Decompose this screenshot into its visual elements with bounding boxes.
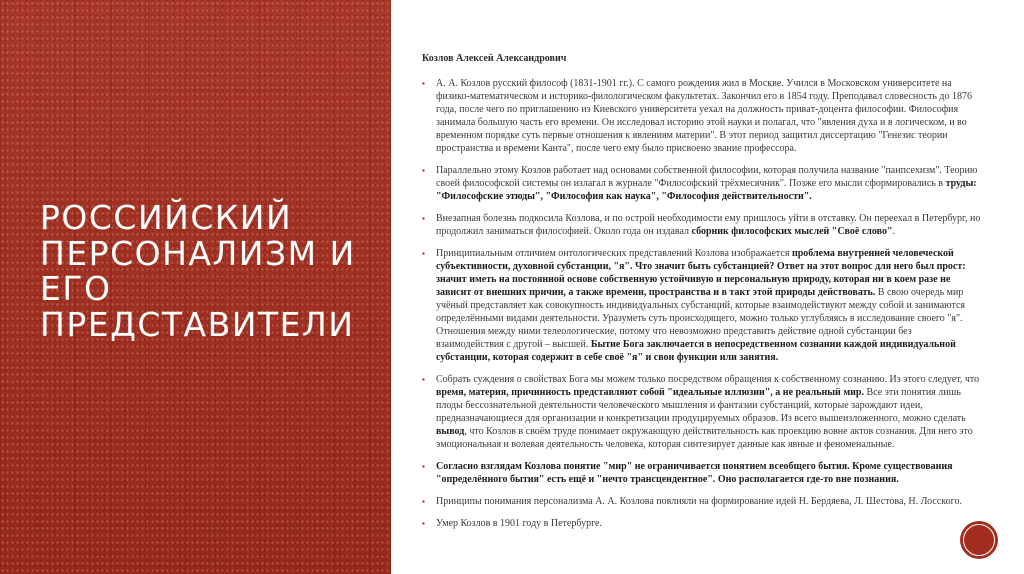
- slide-number-badge: [959, 520, 999, 560]
- slide-title-line: ПРЕДСТАВИТЕЛИ: [40, 304, 355, 344]
- paragraph-text: Принципы понимания персонализма А. А. Козлова повлияли на формирование идей Н. Бердяева, Л. Шестова, Н. Лосского.: [436, 496, 962, 507]
- paragraph-text: А. А. Козлов русский философ (1831-1901 гг.). С самого рождения жил в Москве. Учился в Московском университете на физико-математическом и историко-филологическом факультетах. Закончил его в 1854 году. Преподавал словесность до 1876 года, после чего по приглашению из Киевского университета уехал на должность привaт-доцента философии. Философия занимала большую часть его времени. Он исследовал историю этой науки и полагал, что "явления духа и в логическом, и во временном порядке суть первые отношения к явлениям материи". В этот период защитил диссертацию "Генезис теории пространства и времени Канта", после чего ему было присвоено звание профессора.: [436, 78, 972, 154]
- bullet-paragraph: [422, 164, 982, 203]
- paragraph-text: Умер Козлов в 1901 году в Петербурге.: [436, 518, 602, 529]
- slide-title-line: РОССИЙСКИЙ: [40, 198, 293, 237]
- slide-title-line: ЕГО: [40, 269, 112, 309]
- emphasis-text: Согласно взглядам Козлова понятие "мир" не ограничивается понятием всеобщего бытия. Кроме существования "определённого бытия" есть ещё и "нечто трансцендентное". Оно располагается где-то вне познания.: [436, 461, 953, 485]
- bullet-paragraph: [422, 212, 982, 238]
- paragraph-text: Принципиальным отличием онтологических представлений Козлова изображается: [436, 248, 792, 259]
- emphasis-text: проблема внутренней человеческой субъективности, духовной субстанции, "я". Что значит быть субстанцией? Ответ на этот вопрос для него был прост: значит иметь на постоянной основе собственную устойчивую и персональную природу, которая ни в коем разе не зависит от внешних причин, а также времени, пространства и в такт этой природы действовать.: [436, 248, 966, 298]
- square-bullet-icon: ▪: [422, 166, 425, 175]
- paragraph-list: [422, 77, 982, 530]
- square-bullet-icon: ▪: [422, 214, 425, 223]
- paragraph-text: Собрать суждения о свойствах Бога мы можем только посредством обращения к собственному сознанию. Из этого следует, что: [436, 374, 980, 385]
- slide-title-line: ПЕРСОНАЛИЗМ И: [40, 233, 356, 273]
- square-bullet-icon: ▪: [422, 497, 425, 506]
- square-bullet-icon: ▪: [422, 249, 425, 258]
- bullet-paragraph: [422, 77, 982, 155]
- emphasis-text: сборник философских мыслей "Своё слово": [691, 226, 893, 237]
- paragraph-text: , что Козлов в своём труде понимает окружающую действительность как проекцию вовне актов сознания. Для него это эмоциональная и волевая деятельность человека, которая синтезирует данные как явные и феноменальные.: [436, 426, 973, 450]
- paragraph-text: В свою очередь мир учёный представляет как совокупность индивидуальных субстанций, которые взаимодействуют между собой и занимаются определёнными видами деятельности. Уразуметь суть происходящего, можно только углубляясь в исследование своего "я". Отношения между ними телеологические, потому что невозможно представить действие одной субстанции без взаимодействия с другой – высшей.: [436, 287, 966, 350]
- person-heading: Козлов Алексей Александрович: [422, 53, 567, 64]
- square-bullet-icon: ▪: [422, 79, 425, 88]
- emphasis-text: вывод: [436, 426, 465, 437]
- square-bullet-icon: ▪: [422, 462, 425, 471]
- emphasis-text: время, материя, причинность представляют собой "идеальные иллюзии", а не реальный мир.: [436, 387, 864, 398]
- square-bullet-icon: ▪: [422, 375, 425, 384]
- paragraph-text: Внезапная болезнь подкосила Козлова, и по острой необходимости ему пришлось уйти в отставку. Он переехал в Петербург, но продолжил заниматься философией. Около года он издавал: [436, 213, 981, 237]
- square-bullet-icon: ▪: [422, 519, 425, 528]
- slide-title: [40, 200, 370, 343]
- title-panel: [0, 0, 391, 574]
- bullet-paragraph: [422, 247, 982, 364]
- bullet-paragraph: [422, 517, 982, 530]
- paragraph-text: Параллельно этому Козлов работает над основами собственной философии, которая получила название "панпсехизм". Теорию своей философской системы он излагал в журнале "Философский трёхмесячник". Позже его мысли сформировались в: [436, 165, 978, 189]
- bullet-paragraph: [422, 460, 982, 486]
- bullet-paragraph: [422, 495, 982, 508]
- bullet-paragraph: [422, 373, 982, 451]
- slide-body: [422, 52, 982, 539]
- emphasis-text: труды: "Философские этюды", "Философия как наука", "Философия действительности".: [436, 178, 977, 202]
- paragraph-text: .: [892, 226, 896, 237]
- emphasis-text: Бытие Бога заключается в непосредственном сознании каждой индивидуальной субстанции, которая содержит в себе своё "я" и свои функции или занятия.: [436, 339, 956, 363]
- paragraph-text: Все эти понятия лишь плоды бессознательной деятельности человеческого мышления и фантазии субстанций, которые зарождают идеи, предназначающиеся для организации и конкретизации продуцируемых образов. Из всего вышеизложенного, можно сделать: [436, 387, 966, 424]
